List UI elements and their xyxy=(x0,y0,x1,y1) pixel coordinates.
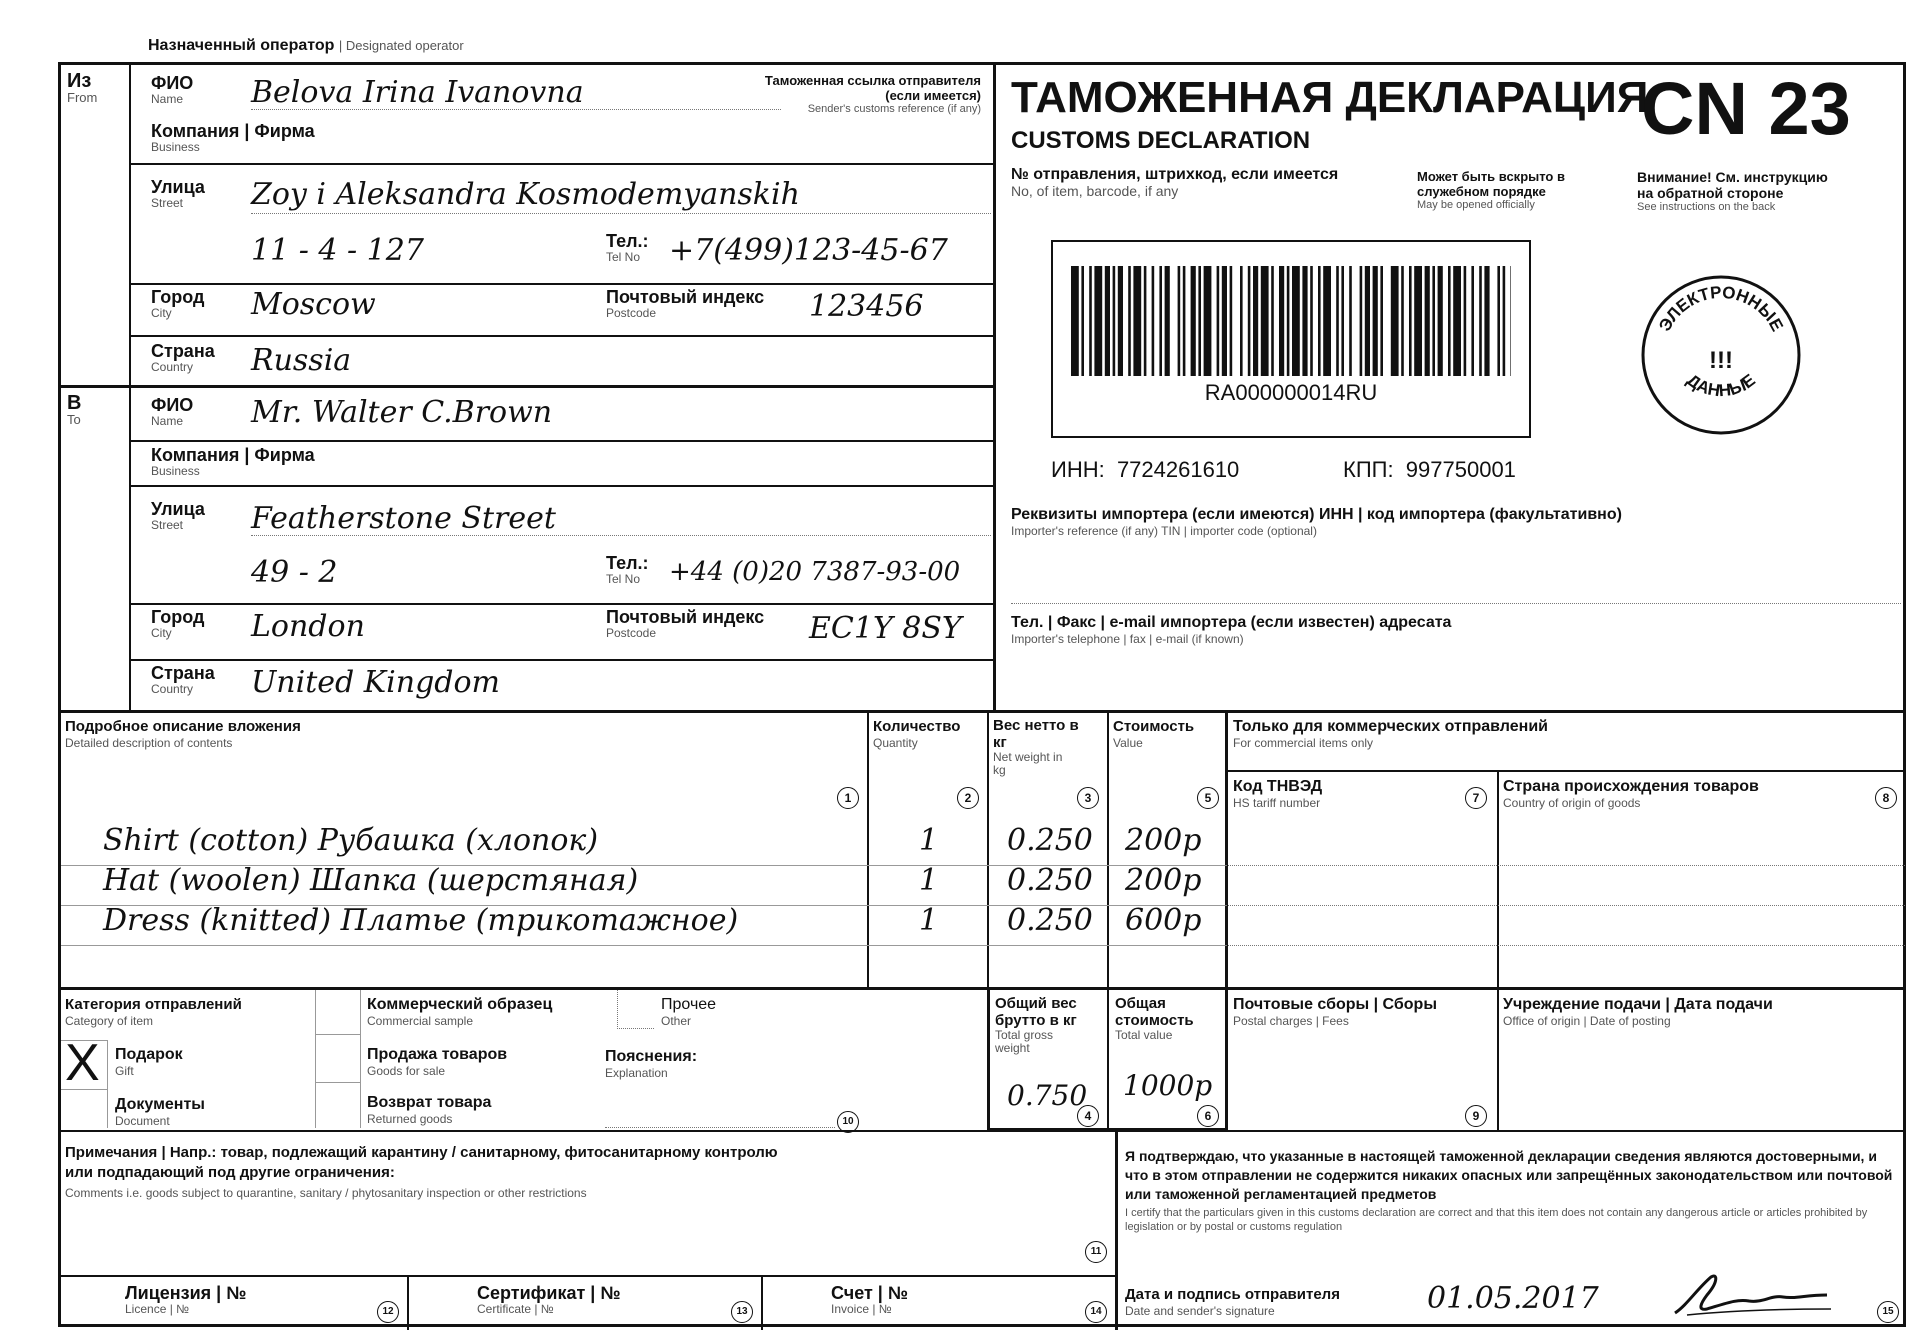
field-number-4: 4 xyxy=(1077,1105,1099,1127)
to-tel-label: Тел.: Tel No xyxy=(606,553,649,586)
to-city-label: Город City xyxy=(151,607,205,640)
designated-operator: Назначенный оператор | Designated operator xyxy=(148,37,464,54)
field-number-8: 8 xyxy=(1875,787,1897,809)
barcode-bar xyxy=(1178,266,1181,376)
to-section-label: В To xyxy=(67,392,82,427)
barcode-bar xyxy=(1409,266,1412,376)
item-weight[interactable]: 0.250 xyxy=(1007,903,1093,938)
return-option: Возврат товара Returned goods xyxy=(367,1094,492,1126)
item-value[interactable]: 200р xyxy=(1125,823,1202,858)
gift-checkbox[interactable] xyxy=(61,1034,108,1092)
certificate-label: Сертификат | № Certificate | № xyxy=(477,1283,621,1316)
barcode-bar xyxy=(1438,266,1443,376)
barcode-bar xyxy=(1287,266,1290,376)
from-street2-value[interactable]: 11 - 4 - 127 xyxy=(251,233,424,268)
barcode-bar xyxy=(1089,266,1092,376)
barcode-bar xyxy=(1471,266,1474,376)
item-desc[interactable]: Shirt (cotton) Рубашка (хлопок) xyxy=(103,823,599,858)
sale-checkbox[interactable] xyxy=(315,1034,361,1083)
barcode-bar xyxy=(1349,266,1352,376)
svg-text:!!!: !!! xyxy=(1709,347,1733,374)
item-qty[interactable]: 1 xyxy=(919,863,939,898)
barcode-bar xyxy=(1484,266,1489,376)
svg-text:ЭЛЕКТРОННЫЕ: ЭЛЕКТРОННЫЕ xyxy=(1655,282,1787,335)
licence-label: Лицензия | № Licence | № xyxy=(125,1283,247,1316)
from-city-label: Город City xyxy=(151,287,205,320)
item-desc[interactable]: Hat (woolen) Шапка (шерстяная) xyxy=(103,863,639,898)
may-open-label: Может быть вскрыто в служебном порядке May be opened officially xyxy=(1417,169,1565,211)
barcode-bar xyxy=(1432,266,1435,376)
item-qty[interactable]: 1 xyxy=(919,903,939,938)
to-tel-value[interactable]: +44 (0)20 7387-93-00 xyxy=(669,557,961,587)
barcode-bar xyxy=(1497,266,1500,376)
field-number-7: 7 xyxy=(1465,787,1487,809)
to-name-value[interactable]: Mr. Walter C.Brown xyxy=(251,395,553,430)
barcode-bar xyxy=(1152,266,1155,376)
invoice-label: Счет | № Invoice | № xyxy=(831,1283,908,1316)
barcode-bar xyxy=(1217,266,1220,376)
to-country-label: Страна Country xyxy=(151,663,215,696)
barcode-bar xyxy=(1323,266,1331,376)
barcode-text: RA000000014RU xyxy=(1204,380,1378,405)
barcode-bar xyxy=(1292,266,1300,376)
barcode-bar xyxy=(1453,266,1461,376)
form-code: CN 23 xyxy=(1641,67,1851,150)
other-option: Прочее Other xyxy=(661,996,717,1028)
item-weight[interactable]: 0.250 xyxy=(1007,823,1093,858)
kpp-value: 997750001 xyxy=(1405,457,1516,482)
barcode-bar xyxy=(1081,266,1084,376)
from-city-value[interactable]: Moscow xyxy=(251,287,376,322)
cn23-form xyxy=(58,62,1906,1327)
barcode-bar xyxy=(1391,266,1399,376)
barcode-bar xyxy=(1165,266,1170,376)
to-postcode-label: Почтовый индекс Postcode xyxy=(606,607,765,640)
barcode-bar xyxy=(1464,266,1467,376)
kpp: КПП: 997750001 xyxy=(1343,457,1516,482)
barcode-bar xyxy=(1360,266,1363,376)
barcode-bar xyxy=(1248,266,1251,376)
category-label: Категория отправлений Category of item xyxy=(65,996,242,1028)
barcode-bar xyxy=(1380,266,1383,376)
net-weight-label: Вес нетто в кг Net weight in kg xyxy=(993,717,1079,777)
barcode-bar xyxy=(1198,266,1201,376)
barcode-bar xyxy=(1341,266,1344,376)
to-postcode-value[interactable]: EC1Y 8SY xyxy=(809,611,962,646)
postal-charges-label: Почтовые сборы | Сборы Postal charges | Fees xyxy=(1233,996,1437,1028)
barcode-bar xyxy=(1191,266,1196,376)
certification-text: Я подтверждаю, что указанные в настоящей таможенной декларации сведения являются достоверными, и что в этом отправлении не содержится никаких опасных или запрещённых законодательством или почтовой или таможенной регламентацией предметов I certify that the particulars given in this customs declaration are correct and that this item does not contain any dangerous article or articles prohibited by legislation or by postal or customs regulation xyxy=(1125,1148,1893,1233)
qty-label: Количество Quantity xyxy=(873,718,961,750)
field-number-2: 2 xyxy=(957,787,979,809)
to-street-value[interactable]: Featherstone Street xyxy=(251,501,556,536)
field-number-9: 9 xyxy=(1465,1105,1487,1127)
to-city-value[interactable]: London xyxy=(251,609,365,644)
electronic-data-stamp xyxy=(1636,270,1806,440)
gross-weight-value[interactable]: 0.750 xyxy=(1007,1079,1088,1112)
from-country-value[interactable]: Russia xyxy=(251,343,352,378)
to-country-value[interactable]: United Kingdom xyxy=(251,665,500,700)
barcode-bar xyxy=(1401,266,1404,376)
return-checkbox[interactable] xyxy=(315,1082,361,1128)
gross-weight-label: Общий вес брутто в кг Total gross weight xyxy=(995,995,1077,1055)
barcode-bar xyxy=(1279,266,1284,376)
from-street-value[interactable]: Zoy i Aleksandra Kosmodemyanskih xyxy=(251,177,800,212)
barcode-bar xyxy=(1113,266,1116,376)
gift-option: Подарок Gift xyxy=(115,1046,183,1078)
item-qty[interactable]: 1 xyxy=(919,823,939,858)
item-value[interactable]: 200р xyxy=(1125,863,1202,898)
field-number-10: 10 xyxy=(837,1111,859,1133)
other-checkbox[interactable] xyxy=(617,990,654,1029)
from-street-label: Улица Street xyxy=(151,177,205,210)
to-name-label: ФИО Name xyxy=(151,395,194,428)
to-street2-value[interactable]: 49 - 2 xyxy=(251,555,338,590)
item-weight[interactable]: 0.250 xyxy=(1007,863,1093,898)
field-number-5: 5 xyxy=(1197,787,1219,809)
value-label: Стоимость Value xyxy=(1113,718,1195,750)
barcode-bar xyxy=(1144,266,1147,376)
barcode xyxy=(1071,266,1511,376)
barcode-bar xyxy=(1094,266,1102,376)
contents-desc-label: Подробное описание вложения Detailed description of contents xyxy=(65,718,301,750)
barcode-bar xyxy=(1414,266,1422,376)
field-number-3: 3 xyxy=(1077,787,1099,809)
from-name-value[interactable]: Belova Irina Ivanovna xyxy=(251,75,584,110)
barcode-box xyxy=(1051,240,1531,438)
sample-checkbox[interactable] xyxy=(315,990,361,1035)
barcode-bar xyxy=(1479,266,1482,376)
signature-label: Дата и подпись отправителя Date and sender's signature xyxy=(1125,1286,1340,1318)
sender-customs-ref: Таможенная ссылка отправителя (если имеется) Sender's customs reference (if any) xyxy=(764,73,981,115)
barcode-bar xyxy=(1253,266,1258,376)
barcode-bar xyxy=(1261,266,1269,376)
field-number-11: 11 xyxy=(1085,1241,1107,1263)
title-ru: ТАМОЖЕННАЯ ДЕКЛАРАЦИЯ xyxy=(1011,73,1649,122)
barcode-bar xyxy=(1230,266,1233,376)
barcode-bar xyxy=(1503,266,1506,376)
comments-label: Примечания | Напр.: товар, подлежащий карантину / санитарному, фитосанитарному контролю или подпадающий под другие ограничения: Comments i.e. goods subject to quarantine, sanitary / phytosanitary inspection or other restrictions xyxy=(65,1144,778,1200)
to-street-label: Улица Street xyxy=(151,499,205,532)
barcode-bar xyxy=(1318,266,1321,376)
from-country-label: Страна Country xyxy=(151,341,215,374)
importer-ref: Реквизиты импортера (если имеются) ИНН | код импортера (факультативно) Importer's reference (if any) TIN | importer code (optional) xyxy=(1011,506,1622,538)
barcode-bar xyxy=(1128,266,1131,376)
attention-label: Внимание! См. инструкцию на обратной стороне See instructions on the back xyxy=(1637,169,1828,213)
posting-date[interactable]: 01.05.2017 xyxy=(1427,1281,1599,1316)
barcode-bar xyxy=(1222,266,1227,376)
from-postcode-value[interactable]: 123456 xyxy=(809,289,924,324)
inn: ИНН: 7724261610 xyxy=(1051,457,1240,482)
operator-label: Назначенный оператор xyxy=(148,37,335,54)
barcode-bar xyxy=(1373,266,1378,376)
barcode-bar xyxy=(1204,266,1212,376)
barcode-bar xyxy=(1071,266,1079,376)
barcode-bar xyxy=(1448,266,1451,376)
barcode-bar xyxy=(1105,266,1110,376)
barcode-bar xyxy=(1336,266,1339,376)
barcode-bar xyxy=(1271,266,1274,376)
barcode-bar xyxy=(1159,266,1162,376)
barcode-bar xyxy=(1118,266,1123,376)
origin-label: Страна происхождения товаров Country of origin of goods xyxy=(1503,778,1759,810)
from-tel-value[interactable]: +7(499)123-45-67 xyxy=(669,233,948,268)
from-name-label: ФИО Name xyxy=(151,73,194,106)
barcode-bar xyxy=(1183,266,1186,376)
total-value-label: Общая стоимость Total value xyxy=(1115,995,1194,1042)
item-desc[interactable]: Dress (knitted) Платье (трикотажное) xyxy=(103,903,739,938)
sale-option: Продажа товаров Goods for sale xyxy=(367,1046,508,1078)
hs-label: Код ТНВЭД HS tariff number xyxy=(1233,778,1323,810)
to-business-label: Компания | Фирма Business xyxy=(151,445,315,478)
gift-check-mark: X xyxy=(65,1034,100,1092)
title-en: CUSTOMS DECLARATION xyxy=(1011,127,1311,154)
field-number-1: 1 xyxy=(837,787,859,809)
documents-option: Документы Document xyxy=(115,1096,205,1128)
barcode-bar xyxy=(1365,266,1370,376)
sample-option: Коммерческий образец Commercial sample xyxy=(367,996,553,1028)
field-number-6: 6 xyxy=(1197,1105,1219,1127)
item-value[interactable]: 600р xyxy=(1125,903,1202,938)
total-value-value[interactable]: 1000р xyxy=(1123,1069,1213,1102)
barcode-bar xyxy=(1310,266,1313,376)
operator-sub: Designated operator xyxy=(345,38,464,53)
svg-text:ДАННЫЕ: ДАННЫЕ xyxy=(1683,370,1759,401)
item-number-label: № отправления, штрихкод, если имеется No, of item, barcode, if any xyxy=(1011,166,1339,199)
from-tel-label: Тел.: Tel No xyxy=(606,231,649,264)
field-number-14: 14 xyxy=(1085,1301,1107,1323)
barcode-bar xyxy=(1240,266,1243,376)
inn-value: 7724261610 xyxy=(1116,457,1240,482)
barcode-bar xyxy=(1133,266,1141,376)
from-business-label: Компания | Фирма Business xyxy=(151,121,315,154)
importer-contact: Тел. | Факс | e-mail импортера (если известен) адресата Importer's telephone | fax | e-mail (if known) xyxy=(1011,614,1452,646)
office-of-origin-label: Учреждение подачи | Дата подачи Office of origin | Date of posting xyxy=(1503,996,1773,1028)
field-number-12: 12 xyxy=(377,1301,399,1323)
field-number-13: 13 xyxy=(731,1301,753,1323)
explanation-label: Пояснения: Explanation xyxy=(605,1048,698,1080)
from-postcode-label: Почтовый индекс Postcode xyxy=(606,287,765,320)
sender-signature xyxy=(1667,1265,1837,1325)
barcode-bar xyxy=(1510,266,1511,376)
field-number-15: 15 xyxy=(1877,1301,1899,1323)
barcode-bar xyxy=(1425,266,1430,376)
documents-checkbox[interactable] xyxy=(61,1088,108,1128)
from-section-label: Из From xyxy=(67,70,98,105)
commercial-label: Только для коммерческих отправлений For commercial items only xyxy=(1233,718,1548,750)
barcode-bar xyxy=(1302,266,1307,376)
